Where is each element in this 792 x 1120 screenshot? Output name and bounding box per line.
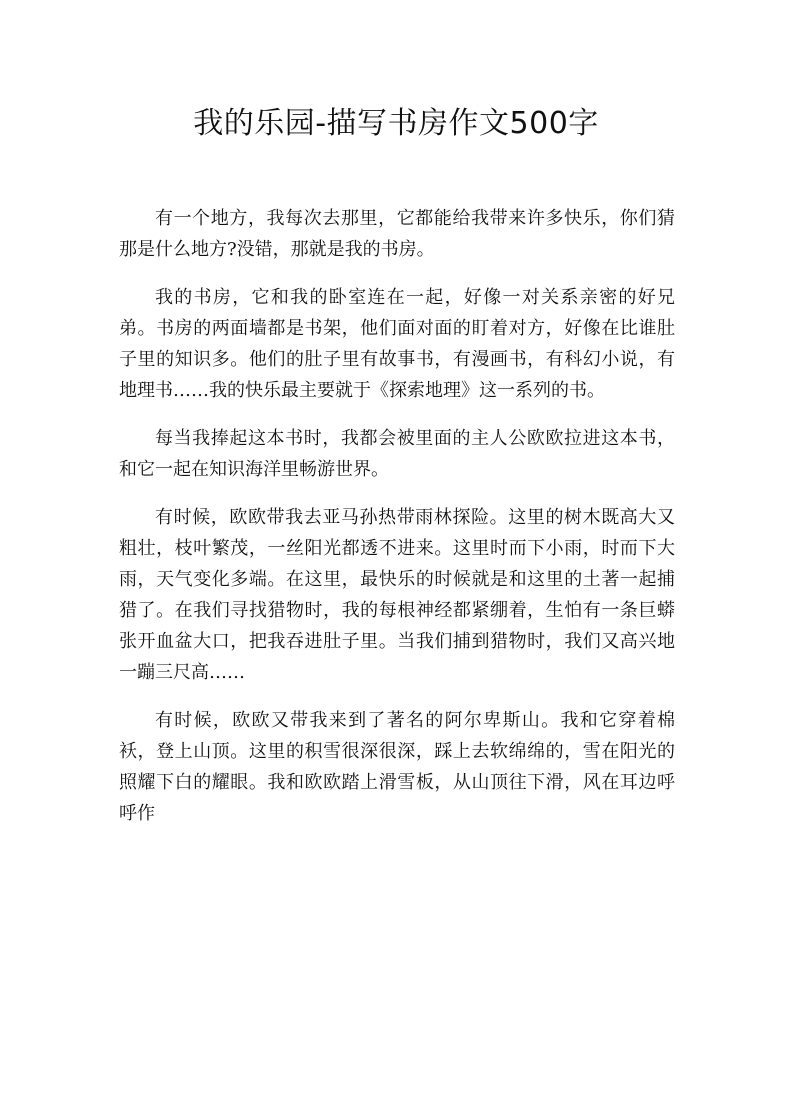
paragraph-5: 有时候，欧欧又带我来到了著名的阿尔卑斯山。我和它穿着棉袄，登上山顶。这里的积雪很深很深，踩上去软绵绵的，雪在阳光的照耀下白的耀眼。我和欧欧踏上滑雪板，从山顶往下滑，风在耳边呼呼作 <box>119 710 675 824</box>
document-body <box>119 203 675 846</box>
paragraph-3: 每当我捧起这本书时，我都会被里面的主人公欧欧拉进这本书，和它一起在知识海洋里畅游世界。 <box>119 428 675 480</box>
paragraph-4: 有时候，欧欧带我去亚马孙热带雨林探险。这里的树木既高大又粗壮，枝叶繁茂，一丝阳光都透不进来。这里时而下小雨，时而下大雨，天气变化多端。在这里，最快乐的时候就是和这里的土著一起捕猎了。在我们寻找猎物时，我的每根神经都紧绷着，生怕有一条巨蟒张开血盆大口，把我吞进肚子里。当我们捕到猎物时，我们又高兴地一蹦三尺高…… <box>119 507 675 683</box>
document-title: 我的乐园-描写书房作文500字 <box>193 106 599 141</box>
paragraph-1: 有一个地方，我每次去那里，它都能给我带来许多快乐，你们猜那是什么地方?没错，那就是我的书房。 <box>119 208 675 260</box>
paragraph-2: 我的书房，它和我的卧室连在一起，好像一对关系亲密的好兄弟。书房的两面墙都是书架，他们面对面的盯着对方，好像在比谁肚子里的知识多。他们的肚子里有故事书，有漫画书，有科幻小说，有地理书……我的快乐最主要就于《探索地理》这一系列的书。 <box>119 287 675 401</box>
